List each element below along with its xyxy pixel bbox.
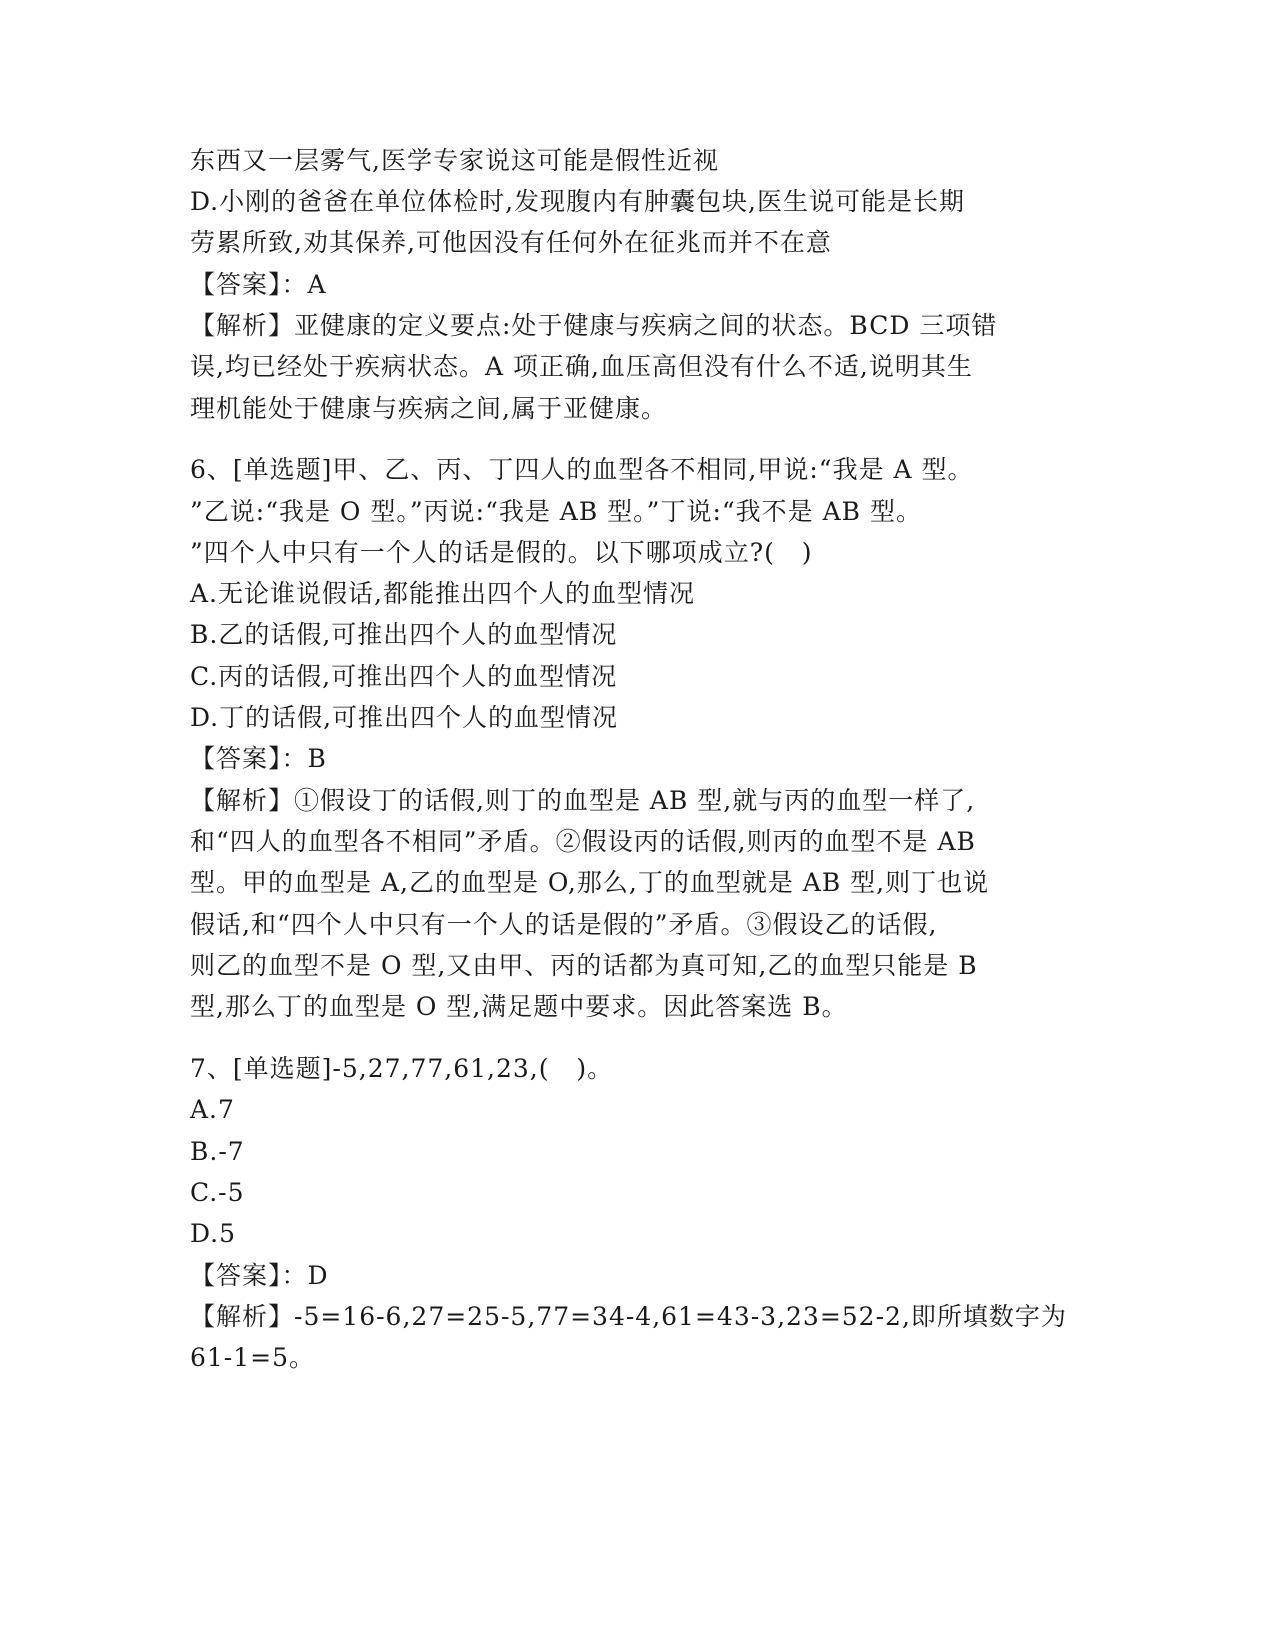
q5-answer: 【答案】：A [190,270,327,299]
q6-stem: 6、[单选题]甲、乙、丙、丁四人的血型各不相同,甲说:“我是 A 型。 [190,455,974,484]
q7-option-a: A.7 [190,1095,235,1124]
q7-option-c: C.-5 [190,1178,245,1207]
q5-analysis-line-3: 理机能处于健康与疾病之间,属于亚健康。 [190,394,667,423]
q7-option-b: B.-7 [190,1137,245,1166]
q5-analysis: 【解析】亚健康的定义要点:处于健康与疾病之间的状态。BCD 三项错 [190,311,998,340]
q6-stem-line-2: ”乙说:“我是 O 型。”丙说:“我是 AB 型。”丁说:“我不是 AB 型。 [190,497,922,526]
q5-option-c-tail: 东西又一层雾气,医学专家说这可能是假性近视 [190,146,719,175]
q5-option-d: D.小刚的爸爸在单位体检时,发现腹内有肿囊包块,医生说可能是长期 [190,187,965,216]
q5-option-d-cont: 劳累所致,劝其保养,可他因没有任何外在征兆而并不在意 [190,228,832,257]
q6-option-b: B.乙的话假,可推出四个人的血型情况 [190,620,618,649]
q6-option-d: D.丁的话假,可推出四个人的血型情况 [190,703,619,732]
q6-analysis-line-6: 型,那么丁的血型是 O 型,满足题中要求。因此答案选 B。 [190,992,848,1021]
q6-stem-line-3: ”四个人中只有一个人的话是假的。以下哪项成立?( ) [190,538,813,567]
q7-analysis-line-2: 61-1=5。 [190,1343,316,1372]
q6-analysis-line-3: 型。甲的血型是 A,乙的血型是 O,那么,丁的血型就是 AB 型,则丁也说 [190,868,990,897]
q7-answer: 【答案】：D [190,1261,329,1290]
q6-answer: 【答案】：B [190,744,327,773]
q6-option-a: A.无论谁说假话,都能推出四个人的血型情况 [190,579,695,608]
q6-analysis: 【解析】①假设丁的话假,则丁的血型是 AB 型,就与丙的血型一样了, [190,786,976,815]
q6-analysis-line-5: 则乙的血型不是 O 型,又由甲、丙的话都为真可知,乙的血型只能是 B [190,951,978,980]
q5-analysis-line-2: 误,均已经处于疾病状态。A 项正确,血压高但没有什么不适,说明其生 [190,352,973,381]
q6-analysis-line-2: 和“四人的血型各不相同”矛盾。②假设丙的话假,则丙的血型不是 AB [190,827,976,856]
q6-option-c: C.丙的话假,可推出四个人的血型情况 [190,662,618,691]
q7-option-d: D.5 [190,1219,237,1248]
q7-analysis: 【解析】-5=16-6,27=25-5,77=34-4,61=43-3,23=52-2,即所填数字为 [190,1302,1067,1331]
q6-analysis-line-4: 假话,和“四个人中只有一个人的话是假的”矛盾。③假设乙的话假, [190,910,938,939]
q7-stem: 7、[单选题]-5,27,77,61,23,( )。 [190,1054,614,1083]
